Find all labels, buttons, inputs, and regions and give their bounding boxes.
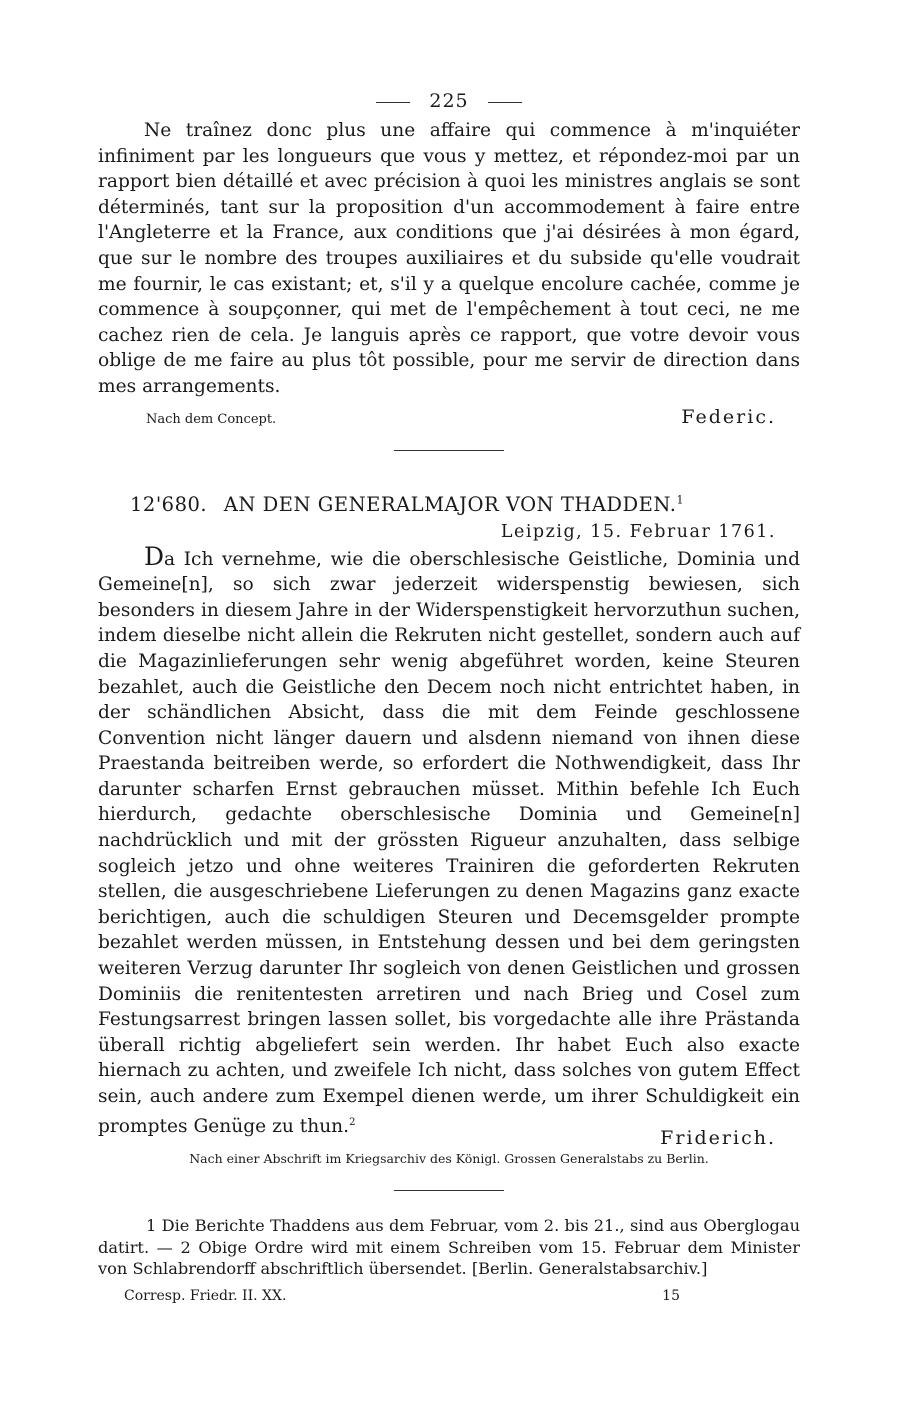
footer-signature-mark: Corresp. Friedr. II. XX. [124, 1287, 287, 1304]
letter2-body-paragraph [98, 541, 800, 1140]
letter2-number: 12'680. [130, 492, 208, 516]
header-dash-right [488, 102, 522, 103]
header-dash-left [376, 102, 410, 103]
letter1-closing [98, 406, 800, 428]
letter2-heading [98, 493, 800, 516]
footnote-divider [394, 1190, 504, 1191]
page [98, 84, 800, 1304]
letter2-place-date: Leipzig, 15. Februar 1761. [500, 521, 776, 542]
page-number: 225 [429, 90, 469, 112]
letter1-signature: Federic. [681, 405, 776, 428]
letter2-end-mark: 2 [349, 1116, 356, 1128]
section-divider [394, 450, 504, 451]
letter2-body: a Ich vernehme, wie die oberschlesische Geistliche, Dominia und Gemeine[n], so sich zwar jederzeit widerspenstig bewiesen, sich besonders in diesem Jahre in der Widerspenstigkeit hervorzuthun suchen, indem dieselbe nicht allein die Rekruten nicht gestellet, sondern auch auf die Magazinlieferungen sehr wenig abgeführet worden, keine Steuren bezahlet, auch die Geistliche den Decem noch nicht entrichtet haben, in der schändlichen Absicht, dass die mit dem Feinde geschlossene Convention nicht länger dauern und alsdenn niemand von ihnen diese Praestanda beitreiben werde, so erfordert die Nothwendigkeit, dass Ihr darunter scharfen Ernst gebrauchen müsset. Mithin befehle Ich Euch hierdurch, gedachte oberschlesische Dominia und Gemeine[n] nachdrücklich und mit der grössten Rigueur anzuhalten, dass selbige sogleich jetzo und ohne weiteres Trainiren die geforderten Rekruten stellen, die ausgeschriebene Lieferungen zu denen Magazins ganz exacte berichtigen, auch die schuldigen Steuren und Decemsgelder prompte bezahlet werden müssen, in Entstehung dessen und bei dem geringsten weiteren Verzug darunter Ihr sogleich von denen Geistlichen und grossen Dominiis die renitentesten arretiren und nach Brieg und Cosel zum Festungsarrest bringen lassen sollet, bis vorgedachte alle ihre Prästanda überall richtig abgeliefert sein werden. Ihr habet Euch also exacte hiernach zu achten, und zweifele Ich nicht, dass solches von gutem Effect sein, auch andere zum Exempel dienen werde, um ihrer Schuldigkeit ein promptes Genüge zu thun. [98, 548, 800, 1137]
page-header [98, 84, 800, 118]
letter2-footnote-mark: 1 [676, 493, 684, 507]
letter2-dropcap: D [144, 541, 165, 571]
letter2-title: AN DEN GENERALMAJOR VON THADDEN. [223, 492, 677, 516]
letter2-signature: Friderich. [660, 1127, 776, 1150]
letter1-body: Ne traînez donc plus une affaire qui commence à m'inquiéter infiniment par les longueurs que vous y mettez, et répondez-moi par un rapport bien détaillé et avec précision à quoi les ministres anglais se sont déterminés, tant sur la proposition d'un accommodement à faire entre l'Angleterre et la France, aux conditions que j'ai désirées à mon égard, que sur le nombre des troupes auxiliaires et du subside qu'elle voudrait me fournir, le cas existant; et, s'il y a quelque encolure cachée, comme je commence à soupçonner, qui met de l'empêchement à tout ceci, ne me cachez rien de cela. Je languis après ce rapport, que votre devoir vous oblige de me faire au plus tôt possible, pour me servir de direction dans mes arrangements. [98, 120, 800, 397]
page-footer [98, 1288, 800, 1304]
letter1-source-note: Nach dem Concept. [146, 411, 277, 427]
footer-sheet-number: 15 [662, 1287, 680, 1304]
footnotes: 1 Die Berichte Thaddens aus dem Februar, vom 2. bis 21., sind aus Oberglogau datirt. — 2 Obige Ordre wird mit einem Schreiben vom 15. Februar dem Minister von Schlabrendorff abschriftlich übersendet. [Berlin. Generalstabsarchiv.] [98, 1216, 800, 1279]
letter2-source-note: Nach einer Abschrift im Kriegsarchiv des Königl. Grossen Generalstabs zu Berlin. [189, 1151, 709, 1167]
